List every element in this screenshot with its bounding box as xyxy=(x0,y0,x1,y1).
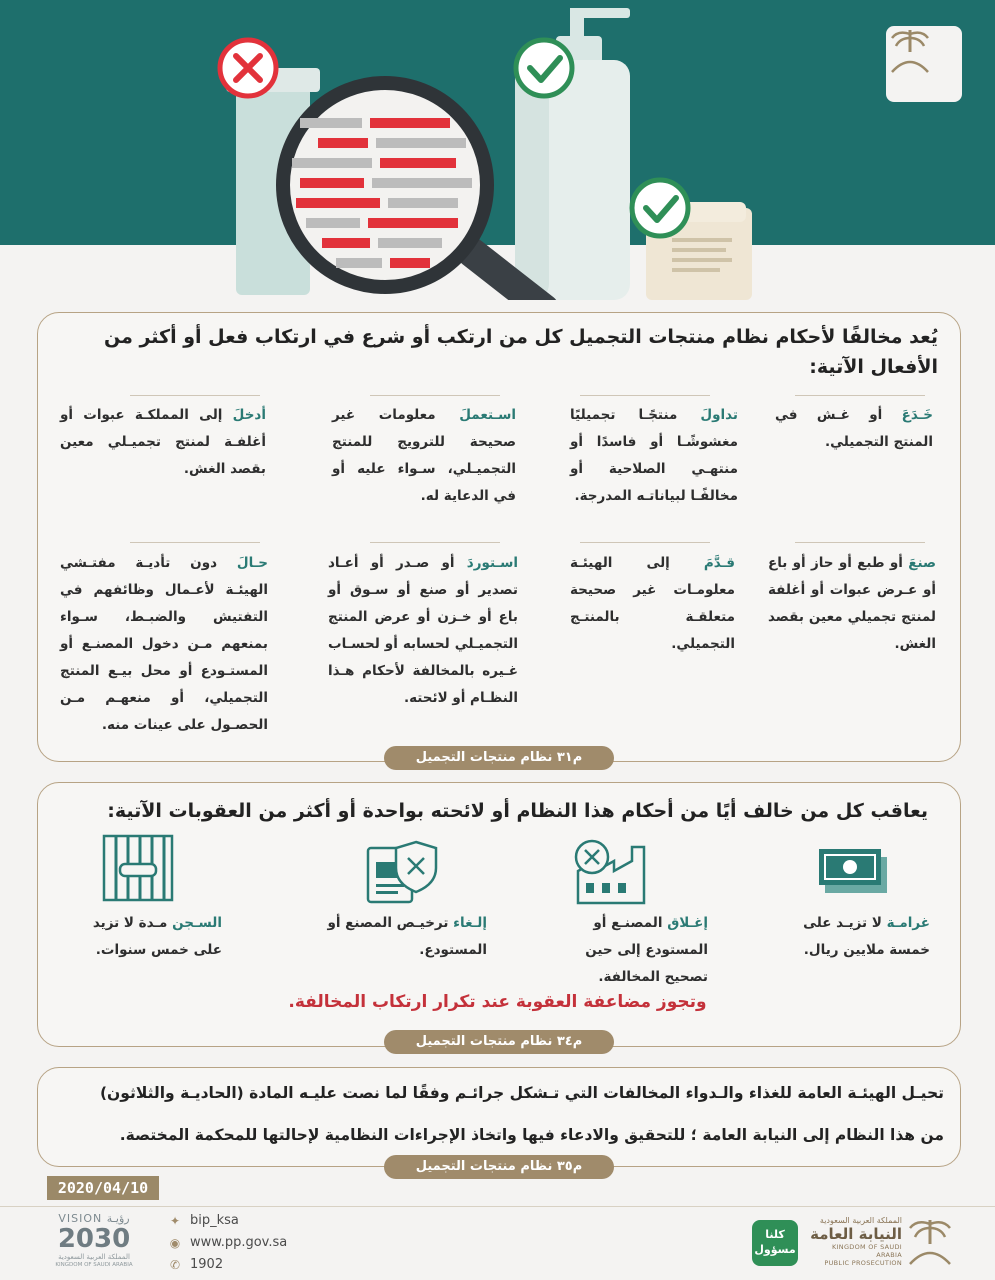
penalties-title: يعاقب كل من خالف أيًا من أحكام هذا النظام أو لائحته بواحدة أو أكثر من العقوبات الآتية: xyxy=(107,800,928,822)
phone-icon: ✆ xyxy=(169,1257,181,1272)
license-cancel-icon xyxy=(360,836,444,908)
twitter-icon: ✦ xyxy=(169,1213,181,1228)
website-contact[interactable] xyxy=(168,1235,287,1250)
violation-item: حـالَ دون تأديـة مفتـشي الهيئـة لأعـمال وظائفهم في التفتيش والضبـط، سـواء بمنعهم مـن دخول المصنـع أو المستـودع أو محل بيـع المنتج التجميلي، أو منعهـم مـن الحصـول على عينات منه. xyxy=(60,555,268,733)
referral-line1: تحيـل الهيئـة العامة للغذاء والـدواء المخالفات التي تـشكل جرائـم وفقًا لما نصت عليـه المادة (الحاديـة والثلاثون) xyxy=(99,1084,944,1102)
column-divider xyxy=(795,542,925,543)
emblem-palm-swords-icon xyxy=(886,26,962,102)
column-divider xyxy=(580,542,710,543)
agency-name-en: PUBLIC PROSECUTION xyxy=(824,1259,902,1267)
column-divider xyxy=(130,542,260,543)
violation-item: اسـتوردَ أو صـدر أو أعـاد تصدير أو صنع أو سـوق أو باع أو خـزن أو عرض المنتج التجميـلي لحسابه أو لحسـاب غـيره بالمخالفة لأحكام هـذا النظـام أو لائحته. xyxy=(328,555,518,706)
vision-label-ar: رؤيـة xyxy=(106,1212,130,1225)
agency-country-ar: المملكة العربية السعودية xyxy=(819,1216,902,1225)
vision-2030-logo xyxy=(44,1212,144,1272)
footer-divider xyxy=(0,1206,995,1207)
campaign-logo xyxy=(752,1220,798,1266)
vision-label-en: VISION xyxy=(58,1212,103,1225)
referral-line2: من هذا النظام إلى النيابة العامة ؛ للتحقيق والادعاء فيها واتخاذ الإجراءات النظامية لإحالتها للمحكمة المختصة. xyxy=(119,1126,944,1144)
violation-item: أدخلَ إلى المملكـة عبوات أو أغلفـة لمنتج تجميـلي معين بقصد الغش. xyxy=(60,407,266,477)
agency-name-ar: النيابة العامة xyxy=(810,1225,902,1243)
banknotes-icon xyxy=(815,843,891,899)
campaign-word-1: كلنا xyxy=(765,1228,785,1241)
penalty-item: السـجن مـدة لا تزيد على خمس سنوات. xyxy=(92,915,222,958)
twitter-handle[interactable]: bip_ksa xyxy=(190,1213,239,1228)
hero-banner xyxy=(0,0,995,300)
penalty-item: إغـلاق المصنـع أو المستودع إلى حين تصحيح المخالفة. xyxy=(585,915,708,985)
emblem-palm-swords-icon xyxy=(904,1214,956,1270)
column-divider xyxy=(580,395,710,396)
article-reference-badge: م٣٥ نظام منتجات التجميل xyxy=(384,1155,614,1179)
vision-year: 2030 xyxy=(57,1224,131,1254)
publish-date: 2020/04/10 xyxy=(47,1176,159,1200)
penalty-doubling-note: وتجوز مضاعفة العقوبة عند تكرار ارتكاب المخالفة. xyxy=(288,992,707,1012)
violation-item: تداولَ منتجًـا تجميليًا مغشوشًـا أو فاسدًا أو منتهـي الصلاحية أو مخالفًـا لبياناتـه المدرجة. xyxy=(570,407,738,504)
agency-country-en: KINGDOM OF SAUDI ARABIA xyxy=(832,1243,902,1259)
phone-contact[interactable] xyxy=(168,1257,223,1272)
column-divider xyxy=(370,542,500,543)
check-badge-icon xyxy=(516,40,572,96)
hero-illustration xyxy=(0,0,995,300)
prison-bars-icon xyxy=(100,832,176,904)
penalty-item: إلـغاء ترخيـص المصنع أو المستودع. xyxy=(327,915,487,958)
campaign-word-2: مسؤول xyxy=(754,1243,796,1256)
factory-closed-icon xyxy=(568,835,656,907)
check-badge-icon xyxy=(632,180,688,236)
violation-item: خَـدَعَ أو غـش في المنتج التجميلي. xyxy=(775,407,933,450)
column-divider xyxy=(130,395,260,396)
column-divider xyxy=(795,395,925,396)
violations-title xyxy=(58,322,938,382)
website-link[interactable]: www.pp.gov.sa xyxy=(190,1235,288,1250)
column-divider xyxy=(370,395,500,396)
agency-name-block xyxy=(810,1216,902,1267)
phone-number[interactable]: 1902 xyxy=(190,1257,224,1272)
vision-sub-en: KINGDOM OF SAUDI ARABIA xyxy=(55,1262,133,1268)
penalty-item: غرامـة لا تزيـد على خمسة ملايين ريال. xyxy=(803,915,930,958)
cross-badge-icon xyxy=(220,40,276,96)
vision-sub-ar: المملكة العربية السعودية xyxy=(58,1253,130,1261)
violation-item: قـدَّمَ إلى الهيئـة معلومـات غير صحيحة متعلقـة بالمنتـج التجميلي. xyxy=(570,555,735,652)
violations-title-line1: يُعد مخالفًا لأحكام نظام منتجات التجميل كل من ارتكب أو شرع في ارتكاب فعل أو أكثر من xyxy=(104,326,938,348)
globe-icon: ◉ xyxy=(169,1235,181,1250)
article-reference-badge: م٣٤ نظام منتجات التجميل xyxy=(384,1030,614,1054)
violations-title-line2: الأفعال الآتية: xyxy=(809,356,938,378)
article-reference-badge: م٣١ نظام منتجات التجميل xyxy=(384,746,614,770)
twitter-contact[interactable] xyxy=(168,1213,239,1228)
violation-item: صنعَ أو طبع أو حاز أو باع أو عـرض عبوات أو أغلفة لمنتج تجميلي معين بقصد الغش. xyxy=(768,555,936,652)
violation-item: اسـتعملَ معلومات غير صحيحة للترويج للمنتج التجميـلي، سـواء عليه أو في الدعاية له. xyxy=(332,407,516,504)
